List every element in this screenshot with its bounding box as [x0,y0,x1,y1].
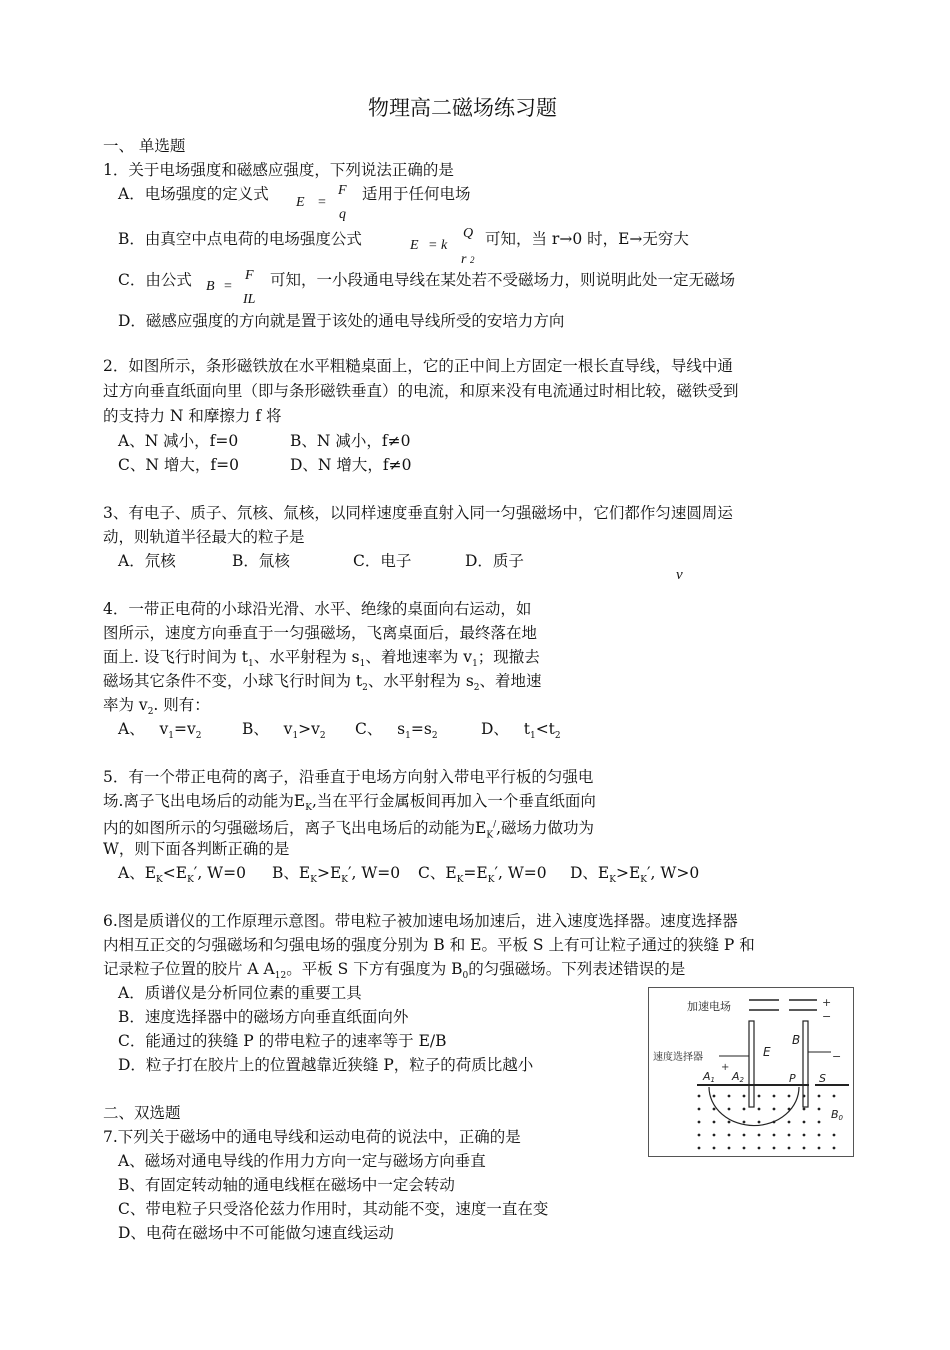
label-B0: B0 [831,1108,844,1122]
label-P: P [789,1072,796,1085]
option-b-tail: 可知，当 r→0 时，E→无穷大 [485,230,689,248]
formula-op: = [318,195,326,210]
formula-var: E [296,195,305,210]
field-dot [758,1121,761,1124]
field-dot [788,1095,791,1098]
plus-sign: + [721,1062,730,1073]
question-line: 场.离子飞出电场后的动能为$E_K$,当在平行金属板间再加入一个垂直纸面向 [103,792,596,814]
formula-numerator: F [245,268,254,283]
field-dot [773,1121,776,1124]
question-line: 过方向垂直纸面向里（即与条形磁铁垂直）的电流，和原来没有电流通过时相比较，磁铁受到 [103,382,739,400]
field-dot [758,1147,761,1150]
label-B: B [792,1033,801,1047]
option-d: D、$E_K>E_K'$, W>0 [570,864,700,886]
option-b: B、 $v_1>v_2$ [242,720,326,742]
field-dot [788,1134,791,1137]
field-dot [713,1108,716,1111]
option-b: B、有固定转动轴的通电线框在磁场中一定会转动 [118,1176,455,1194]
field-dot [803,1095,806,1098]
field-dot [803,1134,806,1137]
option-d: D．质子 [465,552,524,570]
option-a: A、磁场对通电导线的作用力方向一定与磁场方向垂直 [118,1152,486,1170]
option-d: D、N 增大，f≠0 [290,456,412,474]
field-dot [743,1121,746,1124]
mass-spectrometer-figure [648,987,854,1157]
option-d: D、电荷在磁场中不可能做匀速直线运动 [118,1224,394,1242]
field-dot [833,1095,836,1098]
option-a: A．质谱仪是分析同位素的重要工具 [118,984,362,1002]
field-dot [728,1147,731,1150]
field-dot [698,1108,701,1111]
question-line: 率为 $v_2$. 则有： [103,696,210,718]
option-a: A、$E_K<E_K'$, W=0 [118,864,246,886]
page-title: 物理高二磁场练习题 [368,96,557,120]
question-line: 动，则轨道半径最大的粒子是 [103,528,305,546]
question-stem: 7.下列关于磁场中的通电导线和运动电荷的说法中，正确的是 [103,1128,521,1146]
minus-sign: − [832,1050,842,1063]
formula-op: = k [428,238,448,253]
option-d: D、 $t_1<t_2$ [481,720,561,742]
field-dot [698,1134,701,1137]
field-dot [773,1147,776,1150]
field-dot [803,1108,806,1111]
label-S: S [819,1072,826,1085]
question-line: 2．如图所示，条形磁铁放在水平粗糙桌面上，它的正中间上方固定一根长直导线，导线中通 [103,357,733,375]
field-dot [743,1108,746,1111]
formula-var: E [410,238,419,253]
option-a-tail: 适用于任何电场 [362,185,471,203]
selector-plate-left [749,1021,754,1107]
question-line: 的支持力 N 和摩擦力 f 将 [103,407,282,425]
label-A2: A2 [732,1070,744,1084]
option-a: A、 $v_1=v_2$ [118,720,202,742]
option-c: C、$E_K=E_K'$, W=0 [418,864,547,886]
question-line: 内相互正交的匀强磁场和匀强电场的强度分别为 B 和 E。平板 S 上有可让粒子通过的狭缝 P 和 [103,936,755,954]
label-A1: A1 [703,1070,715,1084]
question-line: 6.图是质谱仪的工作原理示意图。带电粒子被加速电场加速后，进入速度选择器。速度选择器 [103,912,738,930]
label-selector: 速度选择器 [653,1052,703,1063]
minus-sign: − [822,1010,832,1023]
option-c: C．电子 [353,552,412,570]
option-a: A．氘核 [118,552,176,570]
field-dot [803,1147,806,1150]
field-dot [743,1147,746,1150]
field-dot [833,1147,836,1150]
plus-sign: + [822,996,832,1009]
field-dot [788,1147,791,1150]
field-dot [758,1095,761,1098]
field-dot [773,1095,776,1098]
field-dot [818,1147,821,1150]
option-c: C、带电粒子只受洛伦兹力作用时，其动能不变，速度一直在变 [118,1200,549,1218]
field-dot [728,1095,731,1098]
field-dot [788,1121,791,1124]
section-heading: 一、 单选题 [103,137,186,155]
formula-var: B [206,279,215,294]
field-dot [713,1147,716,1150]
section-heading: 二、双选题 [103,1104,181,1122]
field-dot [758,1108,761,1111]
option-b: B、$E_K>E_K'$, W=0 [272,864,401,886]
field-dot [833,1134,836,1137]
field-dot [713,1134,716,1137]
option-a: A、N 减小，f=0 [118,432,239,450]
field-dot [773,1134,776,1137]
formula-numerator: F [338,183,347,198]
formula-denominator: q [339,207,346,222]
option-d: D．磁感应强度的方向就是置于该处的通电导线所受的安培力方向 [118,312,565,330]
field-dot [818,1095,821,1098]
option-c: C、N 增大，f=0 [118,456,239,474]
field-dot [743,1134,746,1137]
formula-denominator: IL [243,292,256,307]
label-accel: 加速电场 [687,1000,731,1013]
field-dot [728,1121,731,1124]
formula-exponent: 2 [470,255,475,265]
question-line: 记录粒子位置的胶片 A $A_{12}$。平板 S 下方有强度为 $B_0$的匀强磁场。下列表述错误的是 [103,960,686,982]
option-c-tail: 可知，一小段通电导线在某处若不受磁场力，则说明此处一定无磁场 [270,271,736,289]
field-dot [713,1121,716,1124]
question-line: 5．有一个带正电荷的离子，沿垂直于电场方向射入带电平行板的匀强电 [103,768,594,786]
question-line: 磁场其它条件不变，小球飞行时间为 $t_2$、水平射程为 $s_2$、着地速 [103,672,542,694]
velocity-label: v [676,567,683,583]
field-dot [788,1108,791,1111]
option-c: C、 $s_1=s_2$ [355,720,438,742]
field-dot [758,1134,761,1137]
selector-plate-right [803,1021,808,1107]
question-line: 面上. 设飞行时间为 $t_1$、水平射程为 $s_1$、着地速率为 $v_1$；现撤去 [103,648,540,670]
formula-denominator: r [461,252,467,267]
option-c: C．由公式 [118,271,192,289]
magnetic-field-dots [698,1095,836,1150]
option-d: D．粒子打在胶片上的位置越靠近狭缝 P，粒子的荷质比越小 [118,1056,534,1074]
question-line: 3、有电子、质子、氘核、氚核，以同样速度垂直射入同一匀强磁场中，它们都作匀速圆周运 [103,504,733,522]
field-dot [743,1095,746,1098]
question-line: 图所示，速度方向垂直于一匀强磁场，飞离桌面后，最终落在地 [103,624,538,642]
option-b: B．由真空中点电荷的电场强度公式 [118,230,362,248]
field-dot [728,1134,731,1137]
question-line: 4．一带正电荷的小球沿光滑、水平、绝缘的桌面向右运动，如 [103,600,532,618]
option-c: C．能通过的狭缝 P 的带电粒子的速率等于 E/B [118,1032,447,1050]
field-dot [698,1095,701,1098]
question-line: W，则下面各判断正确的是 [103,840,290,858]
formula-op: = [224,279,232,294]
field-dot [773,1108,776,1111]
field-dot [698,1121,701,1124]
question-stem: 1．关于电场强度和磁感应强度，下列说法正确的是 [103,161,454,179]
field-dot [818,1121,821,1124]
option-b: B、N 减小，f≠0 [290,432,411,450]
field-dot [728,1108,731,1111]
field-dot [818,1108,821,1111]
option-a: A．电场强度的定义式 [118,185,269,203]
field-dot [818,1134,821,1137]
formula-numerator: Q [463,226,474,241]
label-E: E [763,1045,771,1059]
field-dot [698,1147,701,1150]
field-dot [713,1095,716,1098]
option-b: B．速度选择器中的磁场方向垂直纸面向外 [118,1008,409,1026]
option-b: B．氚核 [232,552,290,570]
question-line: 内的如图所示的匀强磁场后，离子飞出电场后的动能为$E_K^/$,磁场力做功为 [103,819,595,841]
field-dot [803,1121,806,1124]
